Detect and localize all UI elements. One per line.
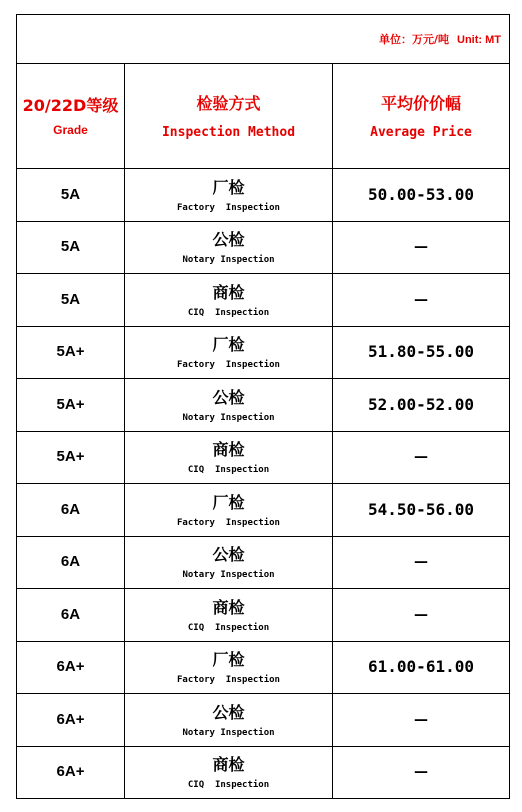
unit-cell [17, 15, 510, 64]
method-cn: 厂检 [212, 335, 245, 355]
method-en: Factory Inspection [177, 675, 280, 686]
price-cell [333, 274, 510, 327]
unit-en: Unit: MT [457, 34, 501, 46]
header-grade-cn: 20/22D等级 [22, 96, 119, 115]
table-row [17, 694, 510, 747]
method-en: CIQ Inspection [187, 780, 270, 791]
method-cn: 商检 [212, 440, 245, 460]
grade-value: 5A+ [56, 448, 85, 466]
header-method-cn: 检验方式 [196, 93, 261, 113]
header-price-cn: 平均价价幅 [380, 93, 461, 113]
method-cn: 厂检 [212, 492, 245, 512]
grade-cell [17, 169, 125, 222]
method-en: Factory Inspection [177, 517, 280, 528]
price-cell [333, 484, 510, 537]
grade-value: 6A+ [56, 658, 85, 676]
grade-cell [17, 536, 125, 589]
method-cell [125, 379, 333, 432]
method-cell [125, 641, 333, 694]
price-cell [333, 326, 510, 379]
method-en: Notary Inspection [182, 727, 275, 738]
price-cell [333, 379, 510, 432]
price-value: 61.00-61.00 [368, 657, 474, 677]
grade-value: 5A [60, 238, 81, 256]
price-table-body [17, 15, 510, 799]
grade-cell [17, 274, 125, 327]
method-cn: 厂检 [212, 650, 245, 670]
header-grade-cell [17, 64, 125, 169]
header-method-cell [125, 64, 333, 169]
grade-value: 6A+ [56, 763, 85, 781]
method-cn: 商检 [212, 282, 245, 302]
price-cell [333, 431, 510, 484]
price-value: 52.00-52.00 [368, 394, 474, 414]
method-cn: 公检 [212, 702, 245, 722]
method-cn: 商检 [212, 755, 245, 775]
table-row [17, 641, 510, 694]
price-value: 54.50-56.00 [368, 499, 474, 519]
table-row [17, 536, 510, 589]
grade-value: 6A [60, 605, 81, 623]
price-value: — [414, 239, 428, 256]
grade-cell [17, 431, 125, 484]
price-value: — [414, 291, 428, 308]
table-row [17, 326, 510, 379]
method-cell [125, 169, 333, 222]
table-row [17, 379, 510, 432]
unit-row [17, 15, 510, 64]
price-value: — [414, 606, 428, 623]
grade-cell [17, 326, 125, 379]
grade-cell [17, 221, 125, 274]
grade-value: 5A+ [56, 395, 85, 413]
price-value: — [414, 711, 428, 728]
price-cell [333, 746, 510, 799]
unit-cn: 单位：万元/吨 [378, 33, 450, 46]
header-grade-en: Grade [53, 123, 88, 137]
unit-label [379, 33, 501, 46]
grade-value: 5A [60, 290, 81, 308]
grade-cell [17, 379, 125, 432]
grade-value: 5A+ [56, 343, 85, 361]
table-row [17, 221, 510, 274]
method-cell [125, 431, 333, 484]
grade-cell [17, 694, 125, 747]
method-cn: 公检 [212, 387, 245, 407]
table-row [17, 431, 510, 484]
method-en: Factory Inspection [177, 202, 280, 213]
price-cell [333, 169, 510, 222]
method-en: Factory Inspection [177, 360, 280, 371]
grade-cell [17, 589, 125, 642]
price-value: — [414, 554, 428, 571]
method-cell [125, 274, 333, 327]
method-cn: 公检 [212, 545, 245, 565]
price-cell [333, 536, 510, 589]
header-price-en: Average Price [370, 124, 472, 140]
method-cn: 厂检 [212, 177, 245, 197]
method-cn: 公检 [212, 230, 245, 250]
table-row [17, 274, 510, 327]
method-cell [125, 589, 333, 642]
grade-cell [17, 746, 125, 799]
grade-cell [17, 484, 125, 537]
header-method-en: Inspection Method [161, 124, 296, 140]
price-cell [333, 694, 510, 747]
method-cell [125, 536, 333, 589]
price-value: — [414, 449, 428, 466]
method-en: CIQ Inspection [187, 622, 270, 633]
price-value: 51.80-55.00 [368, 342, 474, 362]
price-cell [333, 589, 510, 642]
header-row [17, 64, 510, 169]
method-en: CIQ Inspection [187, 307, 270, 318]
header-price-cell [333, 64, 510, 169]
method-en: Notary Inspection [182, 570, 275, 581]
method-cell [125, 326, 333, 379]
method-cn: 商检 [212, 597, 245, 617]
grade-value: 6A [60, 553, 81, 571]
method-cell [125, 484, 333, 537]
method-cell [125, 746, 333, 799]
grade-value: 6A [60, 500, 81, 518]
method-en: Notary Inspection [182, 255, 275, 266]
grade-value: 6A+ [56, 710, 85, 728]
price-value: 50.00-53.00 [368, 184, 474, 204]
table-row [17, 589, 510, 642]
table-row [17, 484, 510, 537]
method-cell [125, 221, 333, 274]
price-cell [333, 221, 510, 274]
price-value: — [414, 764, 428, 781]
table-row [17, 169, 510, 222]
method-cell [125, 694, 333, 747]
grade-cell [17, 641, 125, 694]
table-row [17, 746, 510, 799]
method-en: Notary Inspection [182, 412, 275, 423]
grade-value: 5A [60, 185, 81, 203]
price-table [16, 14, 510, 799]
method-en: CIQ Inspection [187, 465, 270, 476]
price-cell [333, 641, 510, 694]
